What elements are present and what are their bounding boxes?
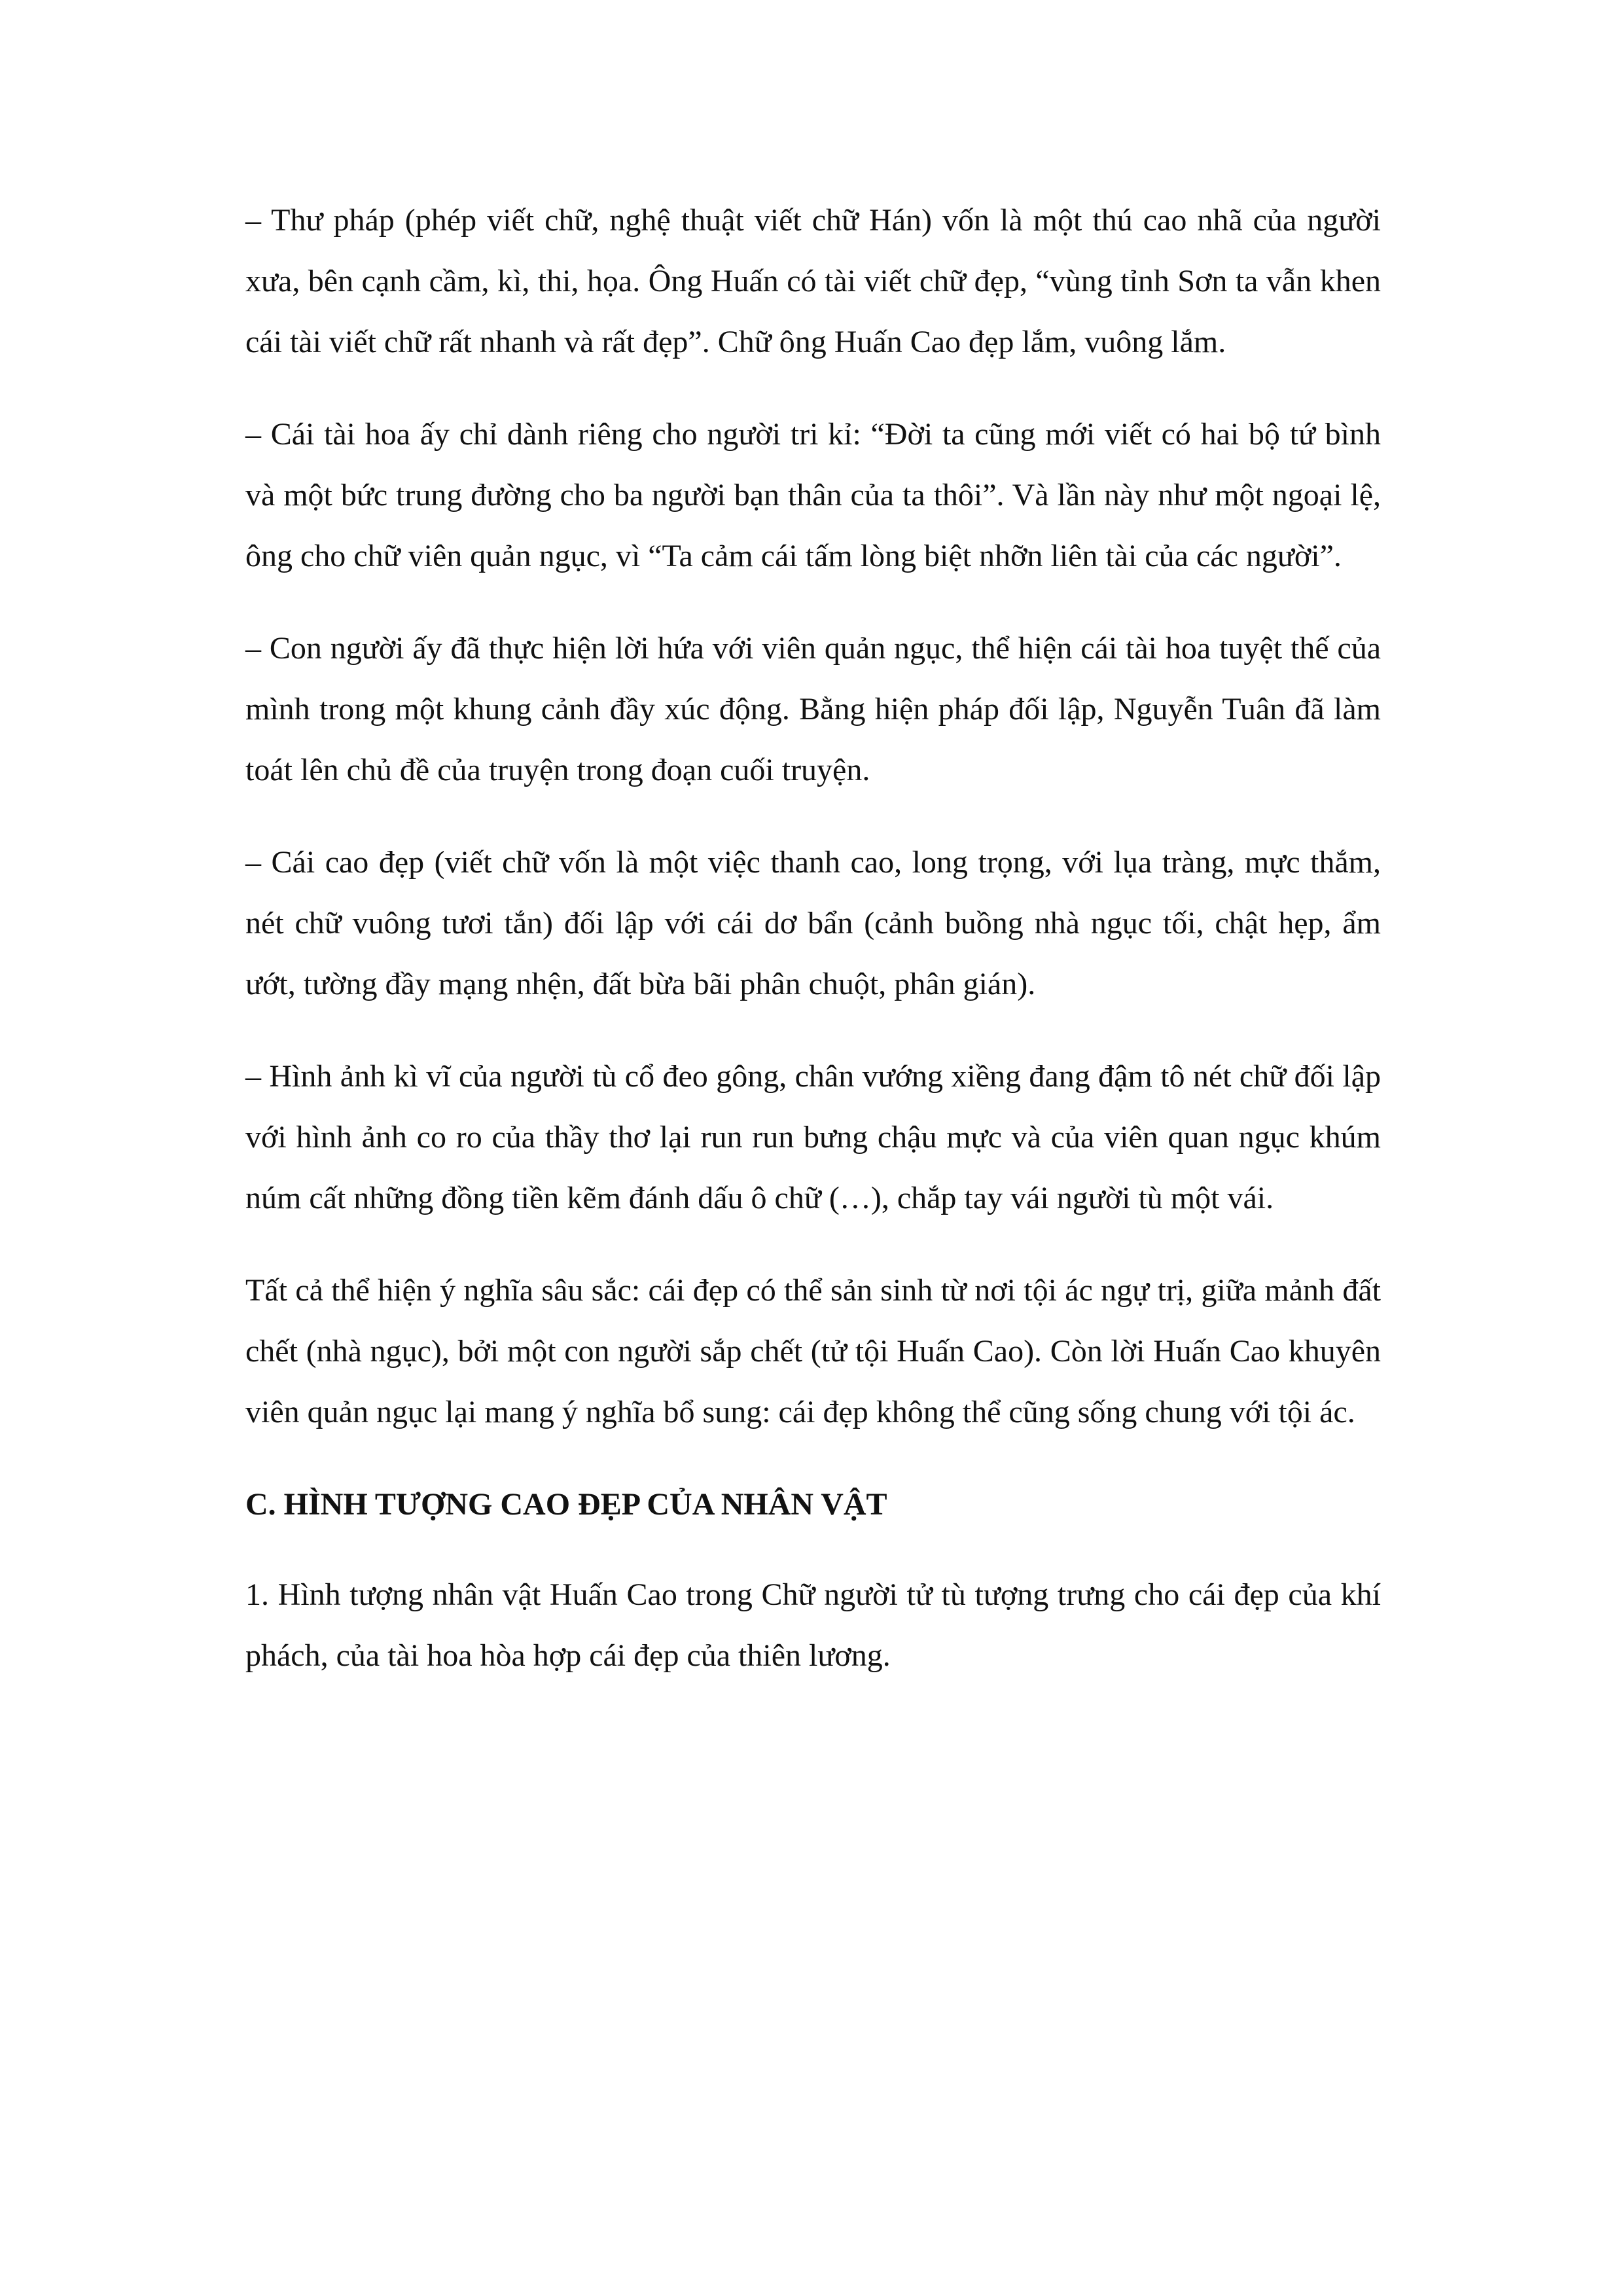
section-heading: C. HÌNH TƯỢNG CAO ĐẸP CỦA NHÂN VẬT — [245, 1487, 887, 1522]
paragraph-promise-fulfilled: – Con người ấy đã thực hiện lời hứa với viên quản ngục, thể hiện cái tài hoa tuyệt thế của mình trong một khung cảnh đầy xúc động. Bằng hiện pháp đối lập, Nguyễn Tuân đã làm toát lên chủ đề của truyện trong đoạn cuối truyện. — [245, 631, 1381, 787]
paragraph-calligraphy: – Thư pháp (phép viết chữ, nghệ thuật viết chữ Hán) vốn là một thú cao nhã của người xưa, bên cạnh cầm, kì, thi, họa. Ông Huấn có tài viết chữ đẹp, “vùng tỉnh Sơn ta vẫn khen cái tài viết chữ rất nhanh và rất đẹp”. Chữ ông Huấn Cao đẹp lắm, vuông lắm. — [245, 203, 1381, 359]
paragraph-contrast-images: – Hình ảnh kì vĩ của người tù cổ đeo gông, chân vướng xiềng đang đậm tô nét chữ đối lập với hình ảnh co ro của thầy thơ lại run run bưng chậu mực và của viên quan ngục khúm núm cất những đồng tiền kẽm đánh dấu ô chữ (…), chắp tay vái người tù một vái. — [245, 1059, 1381, 1215]
paragraph-contrast-beauty-filth: – Cái cao đẹp (viết chữ vốn là một việc thanh cao, long trọng, với lụa tràng, mực thắm, nét chữ vuông tươi tắn) đối lập với cái dơ bẩn (cảnh buồng nhà ngục tối, chật hẹp, ẩm ướt, tường đầy mạng nhện, đất bừa bãi phân chuột, phân gián). — [245, 845, 1381, 1001]
paragraph-summary-meaning: Tất cả thể hiện ý nghĩa sâu sắc: cái đẹp có thể sản sinh từ nơi tội ác ngự trị, giữa mảnh đất chết (nhà ngục), bởi một con người sắp chết (tử tội Huấn Cao). Còn lời Huấn Cao khuyên viên quản ngục lại mang ý nghĩa bổ sung: cái đẹp không thể cũng sống chung với tội ác. — [245, 1273, 1381, 1429]
document-page — [245, 190, 1381, 1717]
paragraph-talent-for-friends: – Cái tài hoa ấy chỉ dành riêng cho người tri kỉ: “Đời ta cũng mới viết có hai bộ tứ bình và một bức trung đường cho ba người bạn thân của ta thôi”. Và lần này như một ngoại lệ, ông cho chữ viên quản ngục, vì “Ta cảm cái tấm lòng biệt nhỡn liên tài của các người”. — [245, 417, 1381, 573]
paragraph-huan-cao-image: 1. Hình tượng nhân vật Huấn Cao trong Chữ người tử tù tượng trưng cho cái đẹp của khí phách, của tài hoa hòa hợp cái đẹp của thiên lương. — [245, 1577, 1381, 1673]
